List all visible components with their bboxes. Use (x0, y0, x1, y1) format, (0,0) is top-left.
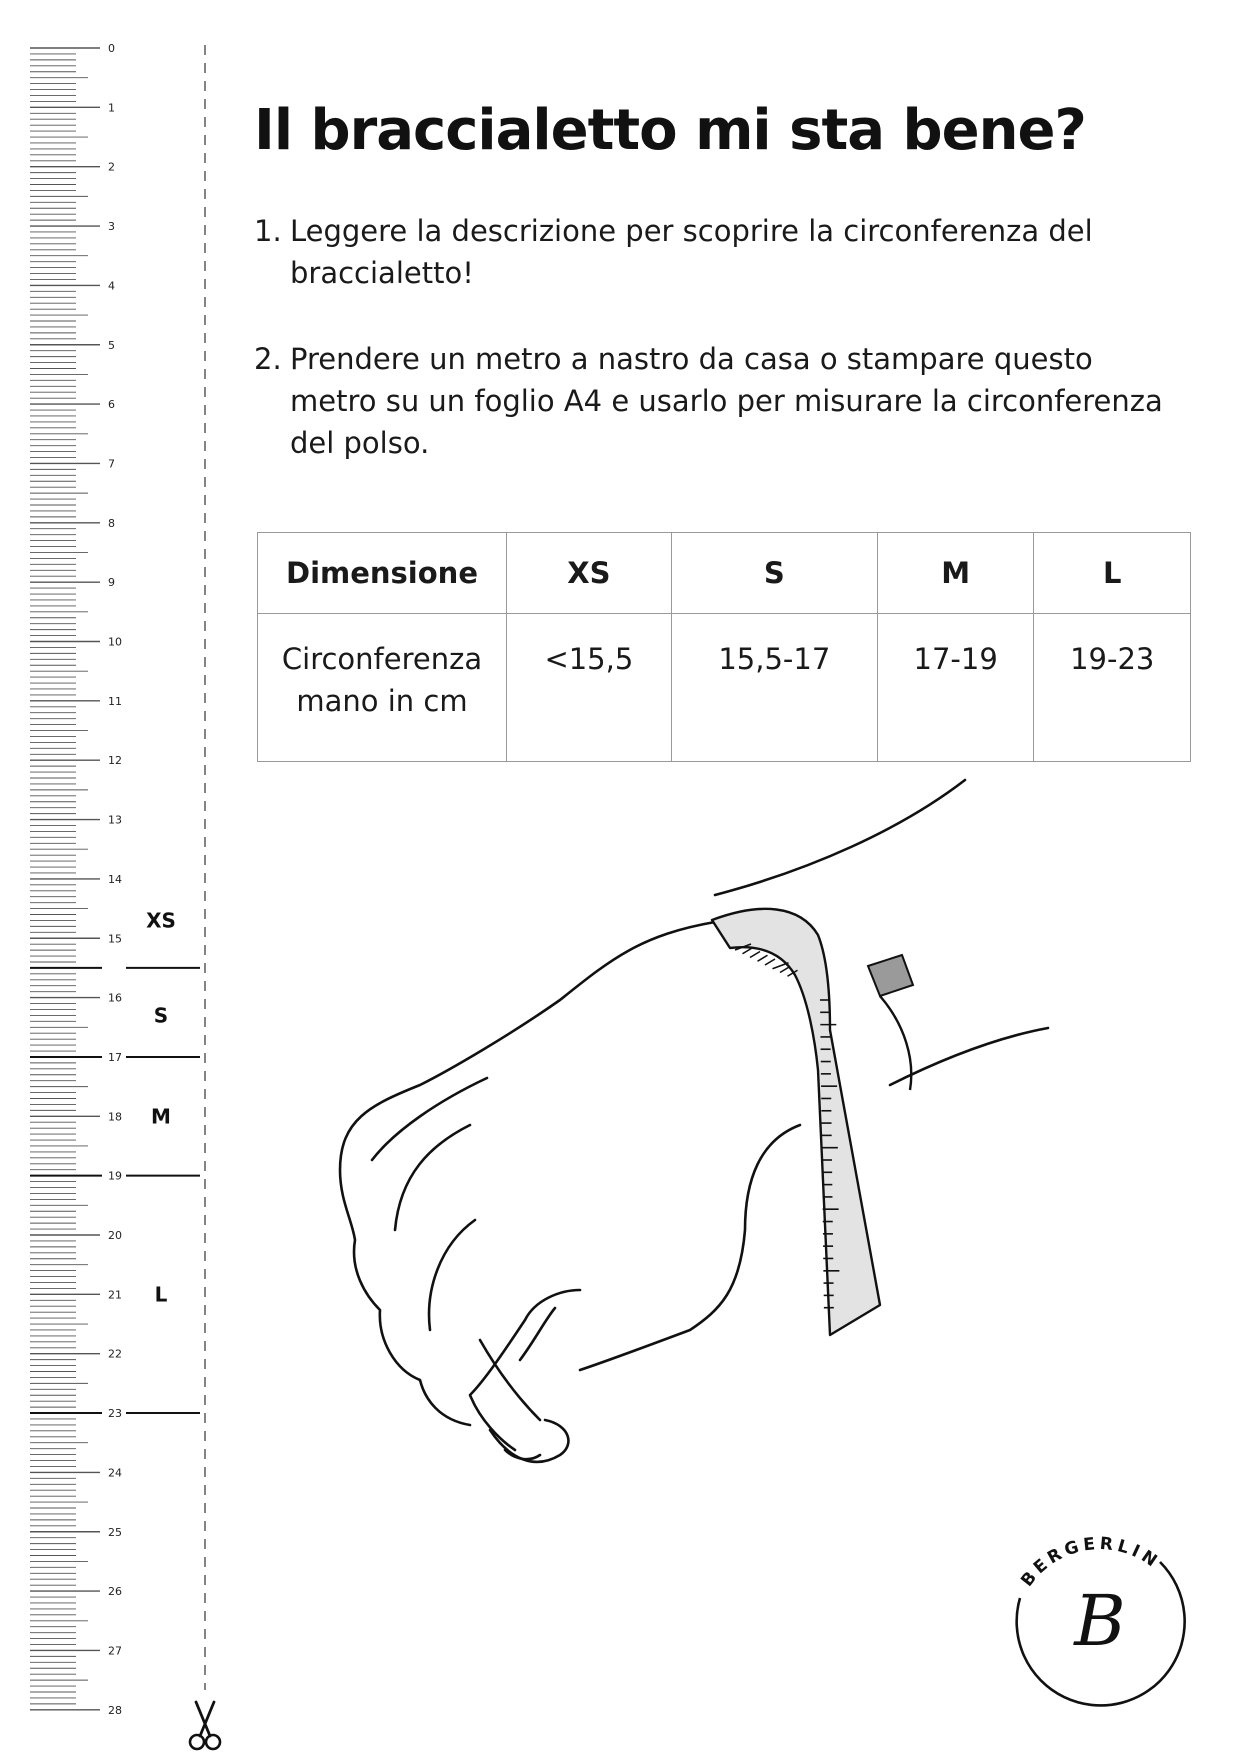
ruler-tick-label: 22 (108, 1347, 122, 1361)
ruler-tick-label: 5 (108, 338, 115, 352)
ruler-tick-label: 6 (108, 398, 115, 412)
size-table-header: Dimensione (258, 533, 507, 614)
ruler-tick-label: 14 (108, 872, 122, 886)
size-table-header: L (1034, 533, 1191, 614)
ruler-size-label: XS (146, 908, 176, 933)
instruction-step (254, 210, 1184, 294)
step-text: Leggere la descrizione per scoprire la circonferenza del braccialetto! (290, 214, 1093, 290)
ruler-tick-label: 10 (108, 635, 122, 649)
ruler-tick-label: 28 (108, 1703, 122, 1717)
bergerlin-logo (1000, 1520, 1200, 1720)
measuring-ruler (0, 0, 240, 1754)
ruler-tick-label: 3 (108, 220, 115, 234)
tape-tick (750, 952, 760, 958)
ruler-size-label: S (153, 1003, 169, 1028)
size-table-header: XS (507, 533, 672, 614)
knuckle-line (395, 1125, 470, 1230)
ruler-tick-label: 27 (108, 1644, 122, 1658)
tape-tick (773, 963, 789, 969)
size-table-header-row (258, 533, 1191, 614)
ruler-tick-label: 15 (108, 932, 122, 946)
scissors-icon (190, 1702, 220, 1749)
ruler-tick-label: 16 (108, 991, 122, 1005)
ruler-tick-label: 1 (108, 101, 115, 115)
step-number: 1. (254, 214, 282, 248)
size-table-cell: Circonferenza mano in cm (258, 614, 507, 762)
ruler-tick-label: 21 (108, 1288, 122, 1302)
page-title: Il braccialetto mi sta bene? (254, 98, 1086, 163)
size-table-cell: 17-19 (877, 614, 1034, 762)
hand-inner-line (372, 1078, 487, 1160)
size-table-cell: <15,5 (507, 614, 672, 762)
tape-tick (743, 948, 753, 954)
size-table (257, 532, 1191, 762)
ruler-tick-label: 8 (108, 516, 115, 530)
ruler-tick-label: 2 (108, 160, 115, 174)
tape-buckle (868, 955, 913, 996)
size-table-header: M (877, 533, 1034, 614)
size-table-header: S (671, 533, 877, 614)
ruler-tick-label: 4 (108, 279, 115, 293)
ruler-tick-label: 11 (108, 694, 122, 708)
instruction-list (254, 210, 1184, 508)
ruler-tick-label: 24 (108, 1466, 122, 1480)
tape-tick (780, 967, 790, 973)
ruler-tick-label: 17 (108, 1050, 122, 1064)
size-table-cell: 15,5-17 (671, 614, 877, 762)
ruler-tick-label: 12 (108, 754, 122, 768)
ruler-tick-label: 13 (108, 813, 122, 827)
ruler-tick-label: 19 (108, 1169, 122, 1183)
size-table-row (258, 614, 1191, 762)
size-table-cell: 19-23 (1034, 614, 1191, 762)
tape-tick (758, 955, 768, 961)
thumb-nail (520, 1308, 555, 1360)
ruler-tick-label: 9 (108, 576, 115, 590)
ruler-size-boundaries (30, 968, 200, 1413)
logo-monogram: B (1074, 1580, 1126, 1662)
step-text: Prendere un metro a nastro da casa o stampare questo metro su un foglio A4 e usarlo per misurare la circonferenza del polso. (290, 342, 1163, 460)
forearm-outline (715, 780, 965, 895)
palm-outline (580, 1125, 800, 1370)
ruler-tick-label: 18 (108, 1110, 122, 1124)
logo-wordmark: BERGERLIN (1017, 1533, 1164, 1591)
finger-lower-line (480, 1340, 540, 1420)
ruler-tick-label: 0 (108, 42, 115, 55)
ruler-tick-label: 25 (108, 1525, 122, 1539)
ruler-tick-label: 7 (108, 457, 115, 471)
ruler-major-ticks (30, 42, 122, 1717)
tape-tick (765, 959, 775, 965)
ruler-size-label: M (151, 1104, 171, 1129)
ruler-tick-label: 26 (108, 1585, 122, 1599)
instruction-step (254, 338, 1184, 464)
ruler-size-label: L (154, 1282, 168, 1307)
step-number: 2. (254, 342, 282, 376)
thumb-outline (470, 1290, 580, 1450)
finger-line (429, 1220, 475, 1330)
ruler-tick-label: 20 (108, 1229, 122, 1242)
ruler-tick-label: 23 (108, 1407, 122, 1421)
wrist-measuring-illustration (320, 770, 1060, 1470)
forearm-lower-outline (890, 1028, 1048, 1085)
